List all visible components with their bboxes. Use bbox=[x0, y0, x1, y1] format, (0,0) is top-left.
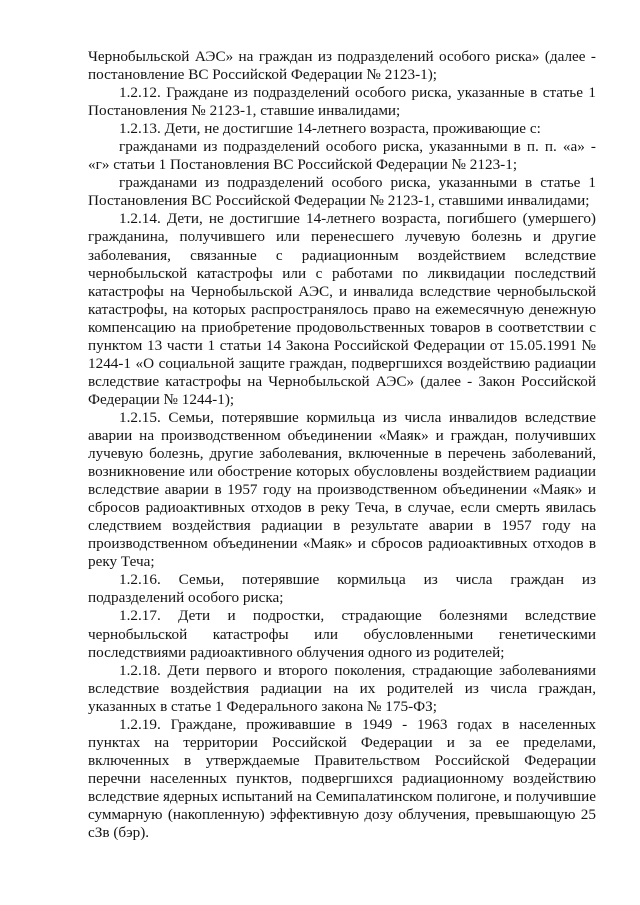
paragraph-1-2-15: 1.2.15. Семьи, потерявшие кормильца из числа инвалидов вследствие аварии на производственном объединении «Маяк» и граждан, получивших лучевую болезнь, другие заболевания, включенные в перечень заболеваний, возникновение или обострение которых обусловлены воздействием радиации вследствие аварии в 1957 году на производственном объединении «Маяк» и сбросов радиоактивных отходов в реку Теча, в случае, если смерть явилась следствием воздействия радиации в результате аварии в 1957 году на производственном объединении «Маяк» и сбросов радиоактивных отходов в реку Теча; bbox=[88, 408, 596, 571]
paragraph-1-2-13: 1.2.13. Дети, не достигшие 14-летнего возраста, проживающие с: bbox=[119, 120, 541, 138]
paragraph-1-2-13-item-b: гражданами из подразделений особого риска, указанными в статье 1 Постановления ВС Российской Федерации № 2123-1, ставшими инвалидами; bbox=[88, 174, 596, 210]
paragraph-1-2-14: 1.2.14. Дети, не достигшие 14-летнего возраста, погибшего (умершего) гражданина, получившего или перенесшего лучевую болезнь и другие заболевания, связанные с радиационным воздействием вследствие чернобыльской катастрофы или с работами по ликвидации последствий катастрофы на Чернобыльской АЭС, и инвалида вследствие чернобыльской катастрофы, на которых распространялось право на ежемесячную денежную компенсацию на приобретение продовольственных товаров в соответствии с пунктом 13 части 1 статьи 14 Закона Российской Федерации от 15.05.1991 № 1244-1 «О социальной защите граждан, подвергшихся воздействию радиации вследствие катастрофы на Чернобыльской АЭС» (далее - Закон Российской Федерации № 1244-1); bbox=[88, 210, 596, 408]
paragraph-1-2-17: 1.2.17. Дети и подростки, страдающие болезнями вследствие чернобыльской катастрофы или обусловленными генетическими последствиями радиоактивного облучения одного из родителей; bbox=[88, 607, 596, 661]
paragraph-1-2-12: 1.2.12. Граждане из подразделений особого риска, указанные в статье 1 Постановления № 2123-1, ставшие инвалидами; bbox=[88, 84, 596, 120]
paragraph-1-2-13-item-a: гражданами из подразделений особого риска, указанными в п. п. «а» - «г» статьи 1 Постановления ВС Российской Федерации № 2123-1; bbox=[88, 138, 596, 174]
document-page bbox=[88, 48, 596, 842]
paragraph-1-2-18: 1.2.18. Дети первого и второго поколения, страдающие заболеваниями вследствие воздействия радиации на их родителей из числа граждан, указанных в статье 1 Федерального закона № 175-ФЗ; bbox=[88, 661, 596, 715]
paragraph-continuation: Чернобыльской АЭС» на граждан из подразделений особого риска» (далее - постановление ВС Российской Федерации № 2123-1); bbox=[88, 48, 596, 84]
paragraph-1-2-19: 1.2.19. Граждане, проживавшие в 1949 - 1963 годах в населенных пунктах на территории Российской Федерации и за ее пределами, включенных в утверждаемые Правительством Российской Федерации перечни населенных пунктов, подвергшихся радиационному воздействию вследствие ядерных испытаний на Семипалатинском полигоне, и получившие суммарную (накопленную) эффективную дозу облучения, превышающую 25 сЗв (бэр). bbox=[88, 715, 596, 842]
paragraph-1-2-16: 1.2.16. Семьи, потерявшие кормильца из числа граждан из подразделений особого риска; bbox=[88, 571, 596, 607]
